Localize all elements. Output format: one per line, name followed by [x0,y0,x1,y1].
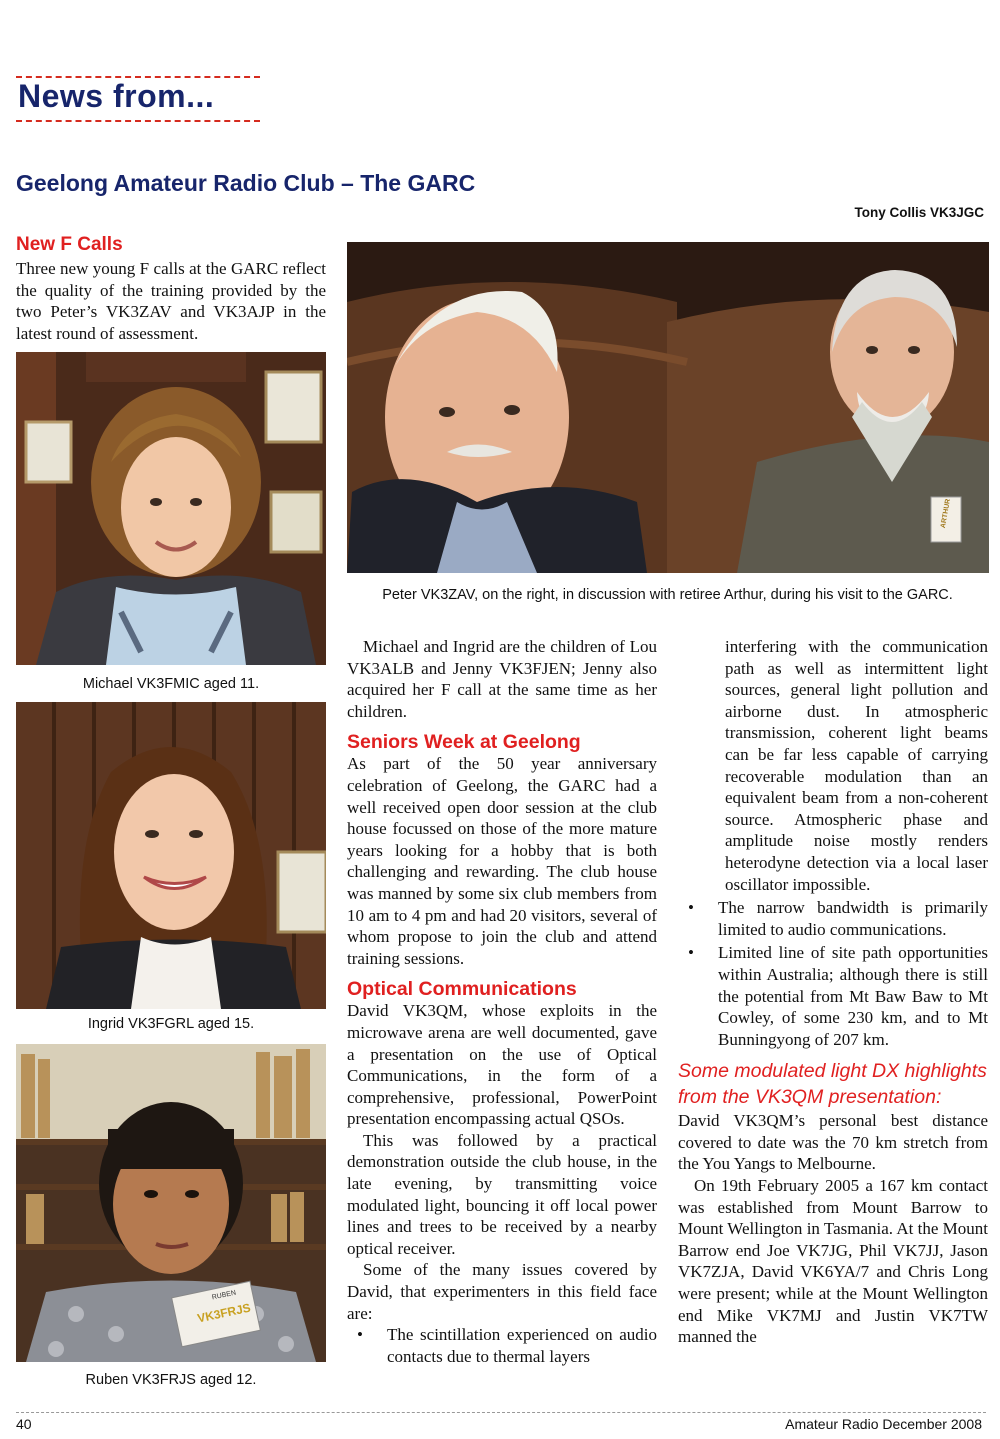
heading-seniors-week: Seniors Week at Geelong [347,731,581,754]
badge-call-ruben: VK3FRJS [196,1300,252,1326]
photo-michael [16,352,326,665]
list-item [678,636,988,895]
issues-list-start [347,1324,657,1367]
section-title: News from... [18,78,215,114]
caption-ruben: Ruben VK3FRJS aged 12. [85,1372,257,1388]
bullet-dot: • [688,898,694,918]
bullet-scintillation: The scintillation experienced on audio contacts due to thermal layers [387,1325,657,1366]
right-column [678,636,988,1348]
list-item [678,942,988,1050]
header-rule-bottom [16,120,260,122]
heading-new-f-calls: New F Calls [16,234,123,255]
badge-arthur: ARTHUR [939,498,953,529]
bullet-bandwidth: The narrow bandwidth is primarily limited to audio communications. [718,898,988,939]
article-title: Geelong Amateur Radio Club – The GARC [16,170,476,196]
heading-optical: Optical Communications [347,978,577,1001]
caption-main-photo: Peter VK3ZAV, on the right, in discussion with retiree Arthur, during his visit to the GARC. [382,587,953,603]
photo-ruben [16,1044,326,1362]
paragraph-seniors-week: As part of the 50 year anniversary celebration of Geelong, the GARC had a well received open door session at the club house focussed on those of the more mature years looking for a hobby that is both challenging and rewarding. The club house was manned by some six club members from 10 am to 4 pm and had 20 visitors, several of whom propose to join the club and attend training sessions. [347,754,657,968]
footer-rule [16,1412,986,1413]
paragraph-dx-1: David VK3QM’s personal best distance covered to date was the 70 km stretch from the You Yangs to Melbourne. [678,1111,988,1174]
paragraph-optical-1: David VK3QM, whose exploits in the microwave arena are well documented, gave a presentation on the use of Optical Communications, in the form of a comprehensive, professional, PowerPoint presentation encompassing actual QSOs. [347,1001,657,1129]
paragraph-optical-2: This was followed by a practical demonstration outside the club house, in the late evening, by transmitting voice modulated light, bouncing it off local power lines and trees to be received by a nearby optical receiver. [347,1130,657,1258]
photo-ingrid [16,702,326,1009]
photo-peter-arthur [347,242,989,573]
caption-michael: Michael VK3FMIC aged 11. [82,676,260,692]
middle-column [347,636,657,1367]
list-item [347,1324,657,1367]
paragraph-dx-2: On 19th February 2005 a 167 km contact was established from Mount Barrow to Mount Wellington in Tasmania. At the Mount Barrow end Joe VK7JG, Phil VK7JJ, Jason VK7ZJA, David VK6YA/7 and Chris Long were present; while at the Mount Wellington end Mike VK7MJ and Justin VK7TW manned the [678,1176,988,1347]
page-number: 40 [16,1416,32,1432]
caption-ingrid: Ingrid VK3FGRL aged 15. [87,1016,255,1032]
intro-paragraph: Three new young F calls at the GARC reflect the quality of the training provided by the two Peter’s VK3ZAV and VK3AJP in the latest round of assessment. [16,259,326,343]
paragraph-children: Michael and Ingrid are the children of Lou VK3ALB and Jenny VK3FJEN; Jenny also acquired her F call at the same time as her children. [347,637,657,721]
bullet-line-of-sight: Limited line of site path opportunities within Australia; although there is still the potential from Mt Baw Baw to Mt Cowley, of some 230 km, and to Mt Bunningyong of 207 km. [718,943,988,1049]
issues-list-cont [678,636,988,1050]
heading-dx-highlights: Some modulated light DX highlights from the VK3QM presentation: [678,1060,987,1109]
list-item [678,897,988,940]
bullet-scintillation-cont: interfering with the communication path as well as intermittent light sources, general light pollution and airborne dust. In atmospheric transmission, coherent light beams can be far less capable of carrying recoverable modulation than an equivalent beam from a non-coherent source. Atmospheric phase and amplitude noise mostly renders heterodyne detection via a local laser oscillator impossible. [725,637,988,894]
paragraph-optical-3: Some of the many issues covered by David, that experimenters in this field face are: [347,1260,657,1323]
bullet-dot: • [688,943,694,963]
badge-name-ruben: RUBEN [211,1289,237,1302]
article-author: Tony Collis VK3JGC [854,205,984,220]
publication-name: Amateur Radio December 2008 [785,1416,982,1432]
bullet-dot: • [357,1325,363,1345]
